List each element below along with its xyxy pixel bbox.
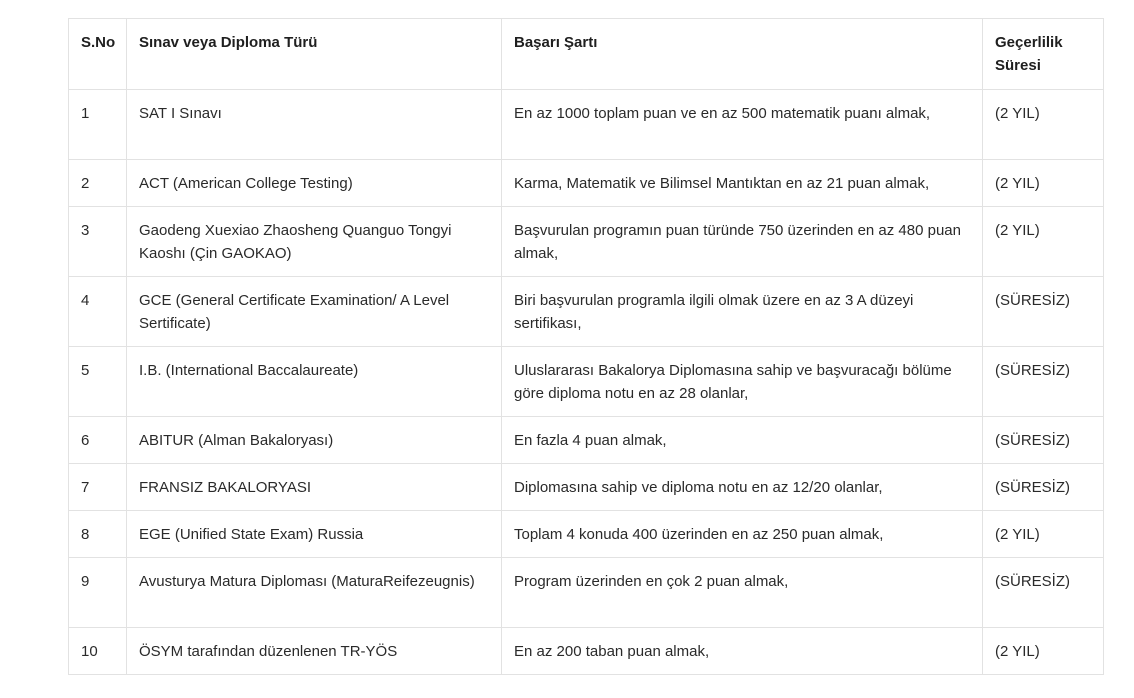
cell-exam-type: Avusturya Matura Diploması (MaturaReifezeugnis) [127,558,502,628]
cell-validity: (2 YIL) [983,511,1104,558]
cell-sno: 6 [69,417,127,464]
cell-success-condition: En az 200 taban puan almak, [502,628,983,675]
cell-success-condition: Diplomasına sahip ve diploma notu en az 12/20 olanlar, [502,464,983,511]
cell-success-condition: Biri başvurulan programla ilgili olmak üzere en az 3 A düzeyi sertifikası, [502,277,983,347]
cell-success-condition: Uluslararası Bakalorya Diplomasına sahip ve başvuracağı bölüme göre diploma notu en az 28 olanlar, [502,347,983,417]
cell-exam-type: EGE (Unified State Exam) Russia [127,511,502,558]
cell-validity: (2 YIL) [983,628,1104,675]
cell-sno: 8 [69,511,127,558]
cell-success-condition: En az 1000 toplam puan ve en az 500 matematik puanı almak, [502,90,983,160]
table-row [69,628,1104,675]
cell-sno: 3 [69,207,127,277]
cell-exam-type: ACT (American College Testing) [127,160,502,207]
cell-exam-type: ABITUR (Alman Bakaloryası) [127,417,502,464]
cell-validity: (SÜRESİZ) [983,417,1104,464]
cell-exam-type: Gaodeng Xuexiao Zhaosheng Quanguo Tongyi Kaoshı (Çin GAOKAO) [127,207,502,277]
table-row [69,347,1104,417]
cell-sno: 7 [69,464,127,511]
exam-requirements-table-container [68,18,1103,675]
header-success-condition: Başarı Şartı [502,19,983,90]
table-row [69,207,1104,277]
table-row [69,417,1104,464]
cell-exam-type: ÖSYM tarafından düzenlenen TR-YÖS [127,628,502,675]
cell-validity: (2 YIL) [983,90,1104,160]
header-sno: S.No [69,19,127,90]
cell-sno: 9 [69,558,127,628]
table-row [69,464,1104,511]
table-row [69,558,1104,628]
cell-exam-type: SAT I Sınavı [127,90,502,160]
cell-validity: (2 YIL) [983,207,1104,277]
cell-sno: 4 [69,277,127,347]
cell-exam-type: GCE (General Certificate Examination/ A Level Sertificate) [127,277,502,347]
cell-validity: (2 YIL) [983,160,1104,207]
table-row [69,511,1104,558]
table-row [69,160,1104,207]
cell-validity: (SÜRESİZ) [983,464,1104,511]
cell-validity: (SÜRESİZ) [983,277,1104,347]
table-header-row [69,19,1104,90]
cell-success-condition: Toplam 4 konuda 400 üzerinden en az 250 puan almak, [502,511,983,558]
cell-sno: 2 [69,160,127,207]
exam-requirements-table [68,18,1104,675]
cell-success-condition: En fazla 4 puan almak, [502,417,983,464]
cell-sno: 5 [69,347,127,417]
cell-sno: 1 [69,90,127,160]
cell-validity: (SÜRESİZ) [983,347,1104,417]
cell-validity: (SÜRESİZ) [983,558,1104,628]
cell-exam-type: FRANSIZ BAKALORYASI [127,464,502,511]
cell-success-condition: Karma, Matematik ve Bilimsel Mantıktan en az 21 puan almak, [502,160,983,207]
cell-exam-type: I.B. (International Baccalaureate) [127,347,502,417]
cell-success-condition: Başvurulan programın puan türünde 750 üzerinden en az 480 puan almak, [502,207,983,277]
cell-success-condition: Program üzerinden en çok 2 puan almak, [502,558,983,628]
table-row [69,277,1104,347]
header-exam-type: Sınav veya Diploma Türü [127,19,502,90]
table-row [69,90,1104,160]
header-validity: Geçerlilik Süresi [983,19,1104,90]
cell-sno: 10 [69,628,127,675]
